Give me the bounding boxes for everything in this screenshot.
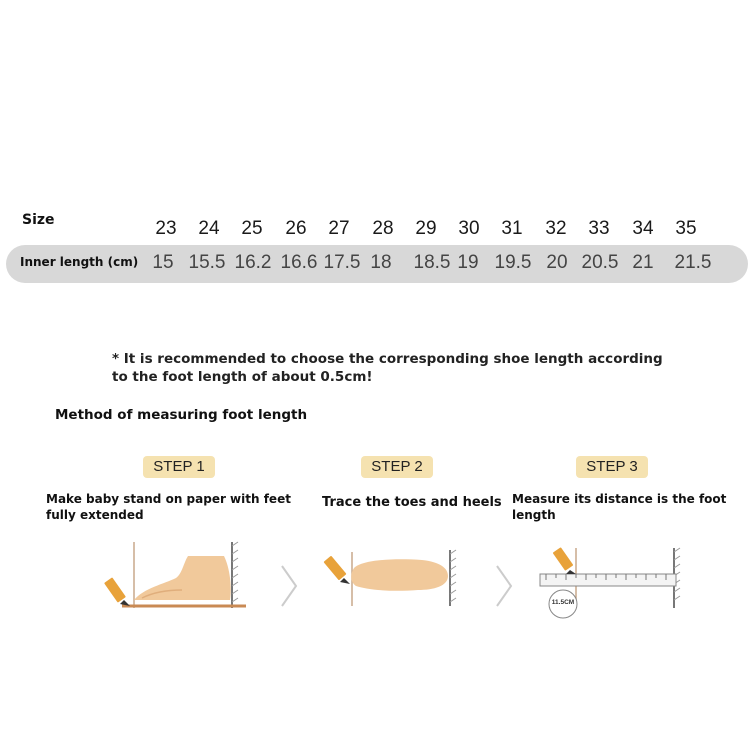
inner-length-cell: 20 — [546, 252, 568, 273]
pencil-icon — [323, 556, 350, 584]
inner-length-cell: 16.2 — [234, 252, 272, 273]
size-cell: 34 — [632, 218, 654, 239]
step-3-badge: STEP 3 — [576, 456, 648, 478]
size-cell: 29 — [415, 218, 437, 239]
step-2-text: Trace the toes and heels — [322, 495, 502, 510]
size-cell: 25 — [241, 218, 263, 239]
size-cell: 24 — [198, 218, 220, 239]
ruler-readout: 11.5CM — [551, 599, 575, 606]
step-3-text: Measure its distance is the foot length — [512, 492, 727, 522]
inner-length-cell: 19 — [457, 252, 479, 273]
size-cell: 32 — [545, 218, 567, 239]
pencil-icon — [553, 547, 576, 574]
inner-length-cell: 20.5 — [581, 252, 619, 273]
size-cell: 27 — [328, 218, 350, 239]
inner-length-cell: 21.5 — [674, 252, 712, 273]
step-1-text: Make baby stand on paper with feet fully extended — [46, 492, 291, 522]
inner-length-cell: 19.5 — [494, 252, 532, 273]
chevron-right-icon — [493, 562, 515, 610]
size-cell: 35 — [675, 218, 697, 239]
size-cell: 28 — [372, 218, 394, 239]
size-cell: 30 — [458, 218, 480, 239]
inner-length-label: Inner length (cm) — [20, 255, 139, 269]
inner-length-cell: 18 — [370, 252, 392, 273]
step-1-badge: STEP 1 — [143, 456, 215, 478]
step-2-badge: STEP 2 — [361, 456, 433, 478]
recommendation-note: * It is recommended to choose the corresponding shoe length according to the foot length of about 0.5cm! — [112, 351, 663, 385]
inner-length-cell: 16.6 — [280, 252, 318, 273]
chevron-right-icon — [278, 562, 300, 610]
size-cell: 33 — [588, 218, 610, 239]
size-cell: 23 — [155, 218, 177, 239]
method-title: Method of measuring foot length — [55, 407, 308, 423]
step-1-illustration — [104, 538, 254, 614]
step-2-illustration — [322, 546, 462, 612]
step-3-illustration — [536, 544, 686, 620]
inner-length-cell: 15 — [152, 252, 174, 273]
pencil-icon — [104, 577, 130, 606]
inner-length-cell: 21 — [632, 252, 654, 273]
size-cell: 31 — [501, 218, 523, 239]
size-cell: 26 — [285, 218, 307, 239]
size-row-label: Size — [22, 212, 55, 228]
inner-length-cell: 15.5 — [188, 252, 226, 273]
inner-length-cell: 17.5 — [323, 252, 361, 273]
inner-length-cell: 18.5 — [413, 252, 451, 273]
